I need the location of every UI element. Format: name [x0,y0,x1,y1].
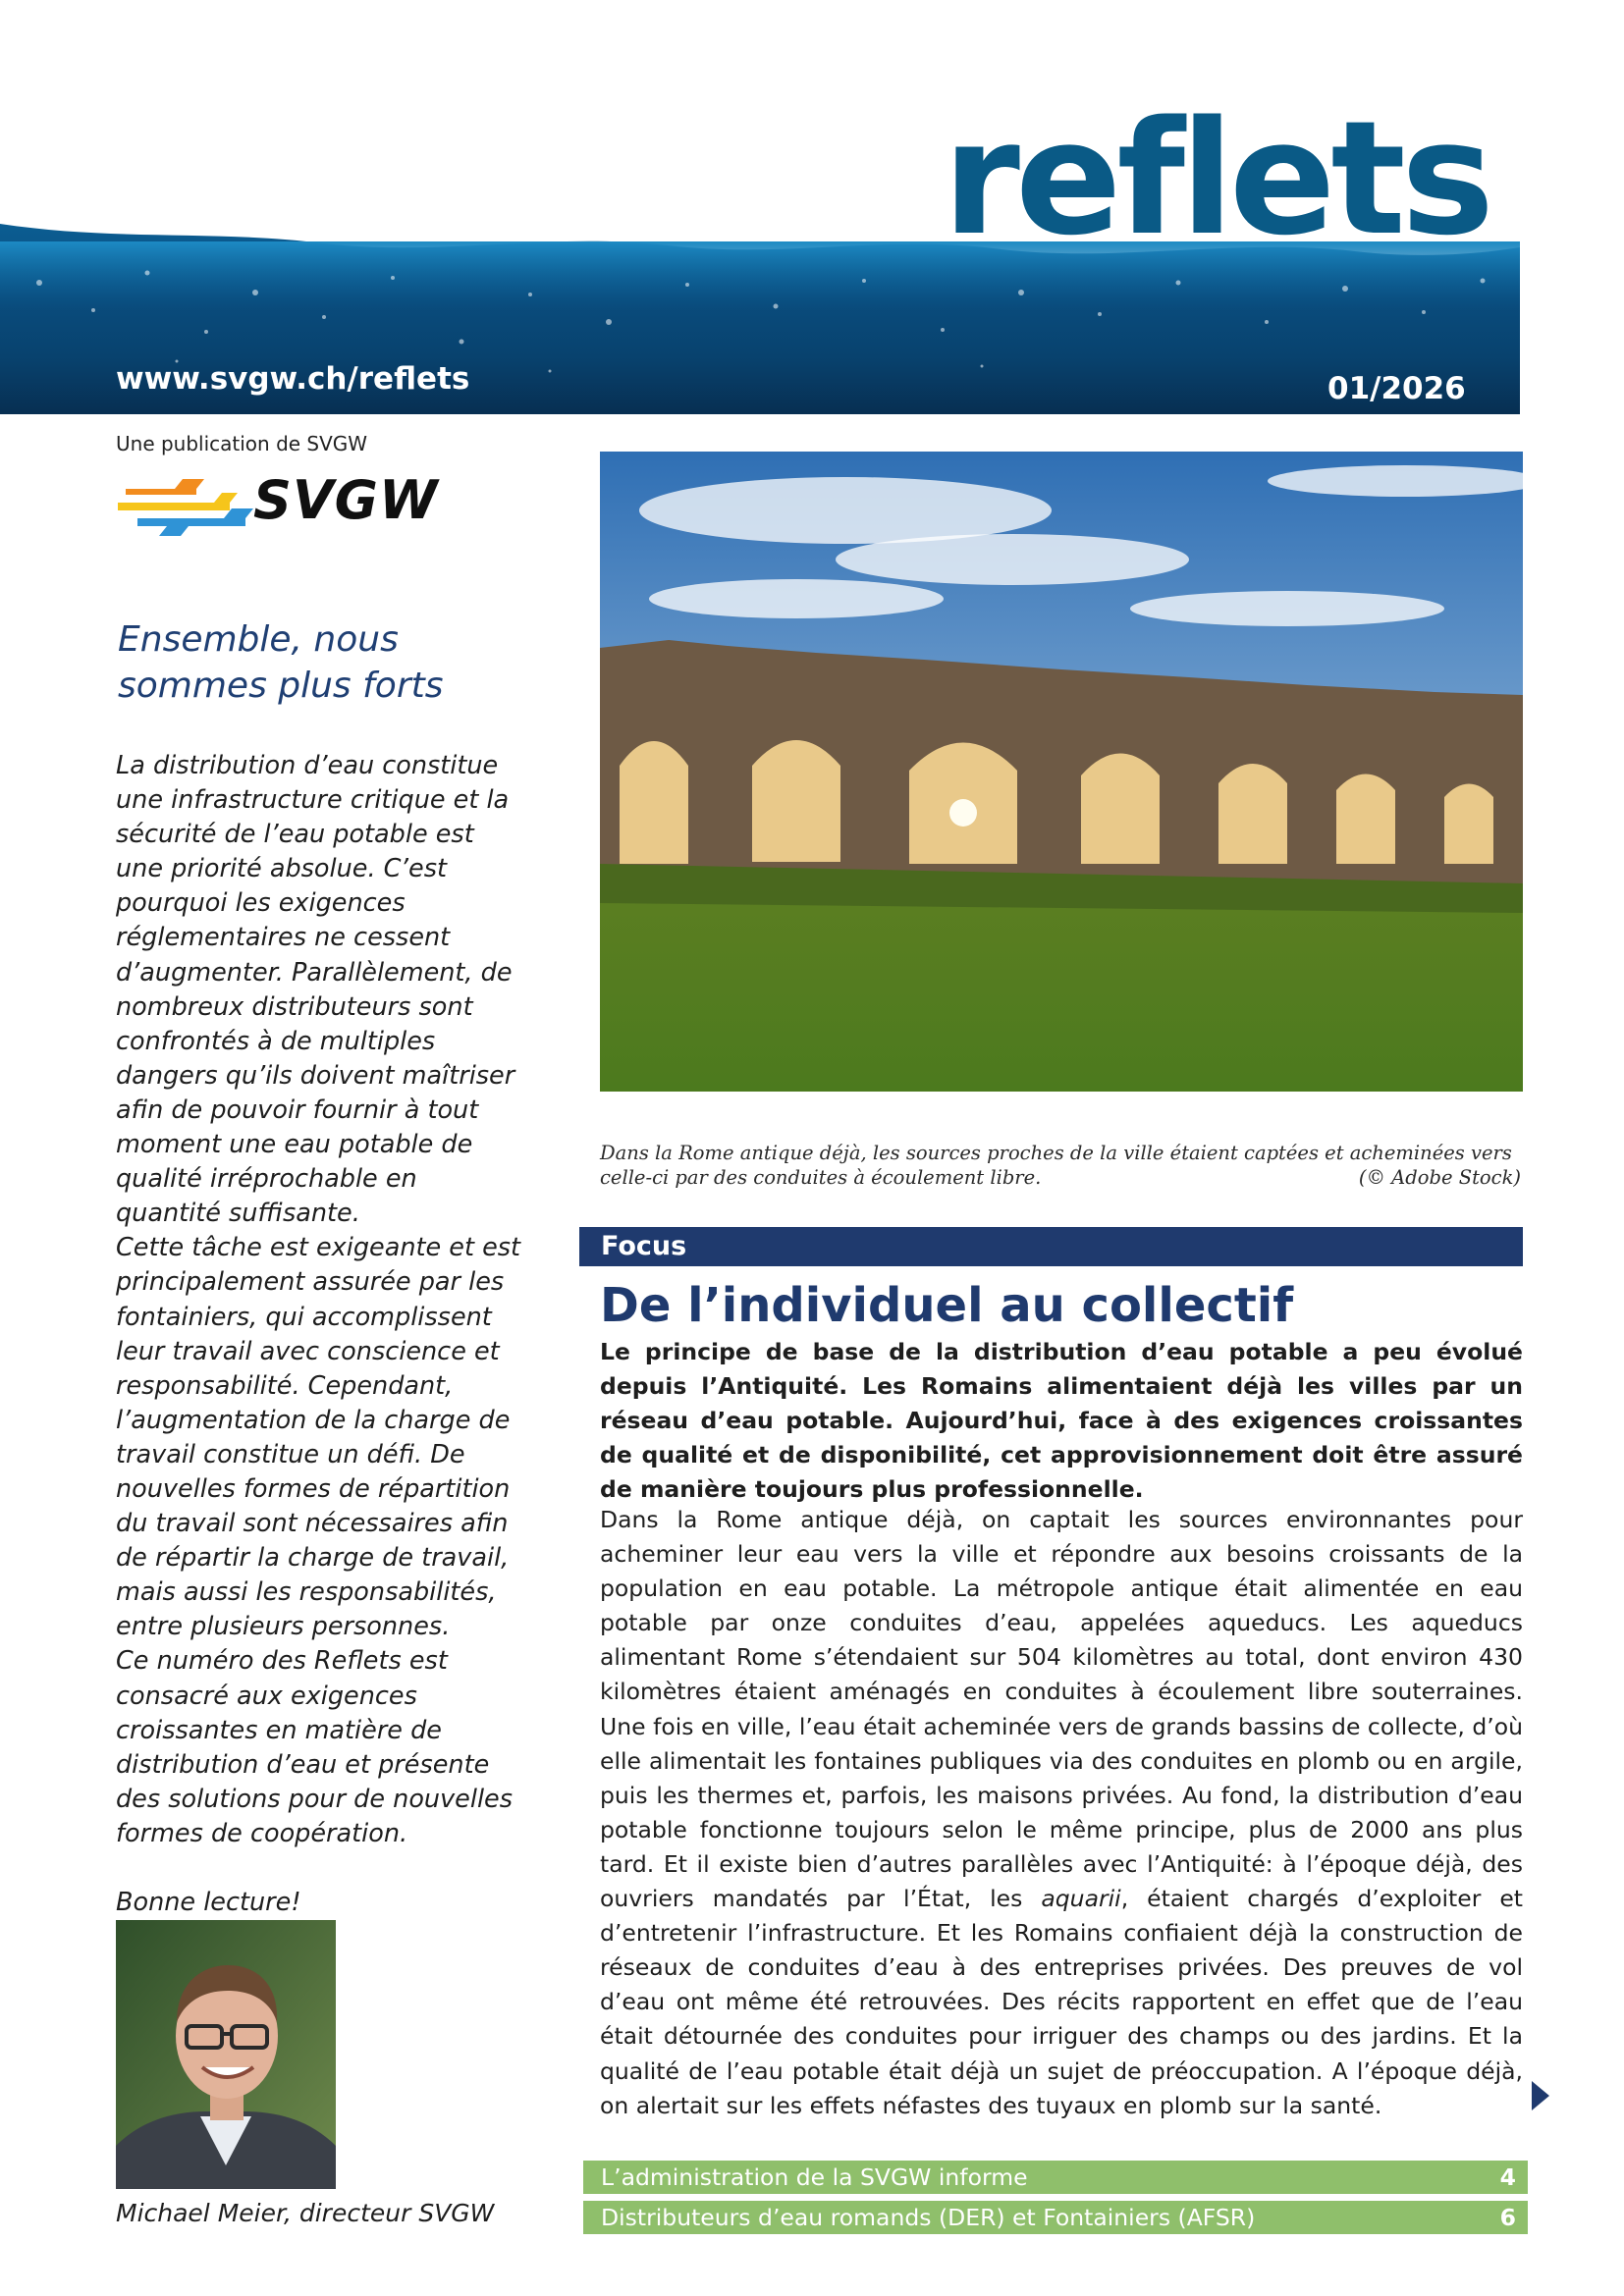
toc-item-label: L’administration de la SVGW informe [601,2163,1028,2191]
editorial-text [116,749,526,1920]
toc-item-page: 6 [1499,2204,1516,2231]
article-lead: Le principe de base de la distribution d’eau potable a peu évolué depuis l’Antiquité. Les Romains alimentaient déjà les villes par un réseau d’eau potable. Aujourd’hui, face à des exigences croissantes de qualité et de disponibilité, cet approvisionnement doit être assuré de manière toujours plus professionnelle. [600,1338,1523,1503]
issue-number: 01/2026 [1327,371,1466,406]
editorial-paragraph: La distribution d’eau constitue une infrastructure critique et la sécurité de l’eau potable est une priorité absolue. C’est pourquoi les exigences réglementaires ne cessent d’augmenter. Parallèlement, de nombreux distributeurs sont confrontés à de multiples dangers qu’ils doivent maîtriser afin de pouvoir fournir à tout moment une eau potable de qualité irréprochable en quantité suffisante. [116,751,515,1229]
section-bar [579,1227,1523,1266]
photo-caption [600,1141,1521,1190]
editorial-paragraph: Cette tâche est exigeante et est principalement assurée par les fontainiers, qui accomplissent leur travail avec conscience et responsabilité. Cependant, l’augmentation de la charge de travail constitue un défi. De nouvelles formes de répartition du travail sont nécessaires afin de répartir la charge de travail, mais aussi les responsabilités, entre plusieurs personnes. [116,1233,521,1642]
svgw-logo-text: SVGW [253,469,439,531]
site-url-link[interactable]: www.svgw.ch/reflets [116,361,470,397]
editorial-title: Ensemble, nous sommes plus forts [118,619,444,706]
editorial-paragraph: Ce numéro des Reflets est consacré aux exigences croissantes en matière de distribution d’eau et présente des solutions pour de nouvelles formes de coopération. [116,1646,514,1848]
director-portrait [116,1920,336,2189]
body-italic-term: aquarii [1041,1885,1121,1913]
masthead-title: reflets [943,86,1490,270]
toc-item[interactable] [583,2161,1528,2194]
toc-item-label: Distributeurs d’eau romands (DER) et Fontainiers (AFSR) [601,2204,1256,2231]
article-body [600,1503,1523,2123]
continue-arrow-icon[interactable] [1530,2079,1551,2112]
body-part-2: , étaient chargés d’exploiter et d’entretenir l’infrastructure. Et les Romains confiaient déjà la construction de réseaux de conduites d’eau à des entreprises privées. Des preuves de vol d’eau ont même été retrouvées. Des récits rapportent en effet que de l’eau était détournée des conduites pour irriguer des champs ou des jardins. Et la qualité de l’eau potable était déjà un sujet de préoccupation. A l’époque déjà, on alertait sur les effets néfastes des tuyaux en plomb sur la santé. [600,1885,1523,2119]
portrait-caption: Michael Meier, directeur SVGW [116,2199,495,2227]
section-label: Focus [601,1231,687,1261]
toc-item[interactable] [583,2201,1528,2234]
body-part-1: Dans la Rome antique déjà, on captait les sources environnantes pour acheminer leur eau vers la ville et répondre aux besoins croissants de la population en eau potable. La métropole antique était alimentée en eau potable par onze conduites d’eau, appelées aqueducs. Les aqueducs alimentant Rome s’étendaient sur 504 kilomètres au total, dont environ 430 kilomètres étaient aménagés en conduites à écoulement libre souterraines. Une fois en ville, l’eau était acheminée vers de grands bassins de collecte, d’où elle alimentait les fontaines publiques via des conduites en plomb ou en argile, puis les thermes et, parfois, les maisons privées. Au fond, la distribution d’eau potable fonctionne toujours selon le même principe, plus de 2000 ans plus tard. Et il existe bien d’autres parallèles avec l’Antiquité: à l’époque déjà, des ouvriers mandatés par l’État, les [600,1506,1523,1913]
editorial-signoff: Bonne lecture! [116,1888,301,1917]
publisher-line: Une publication de SVGW [116,432,368,455]
toc-item-page: 4 [1499,2163,1516,2191]
aqueduct-photo [600,452,1523,1092]
photo-caption-text: Dans la Rome antique déjà, les sources proches de la ville étaient captées et acheminées vers celle-ci par des conduites à écoulement libre. [600,1142,1512,1189]
photo-credit: (© Adobe Stock) [1358,1166,1521,1189]
article-paragraph [600,1503,1523,2123]
article-headline: De l’individuel au collectif [600,1278,1294,1333]
